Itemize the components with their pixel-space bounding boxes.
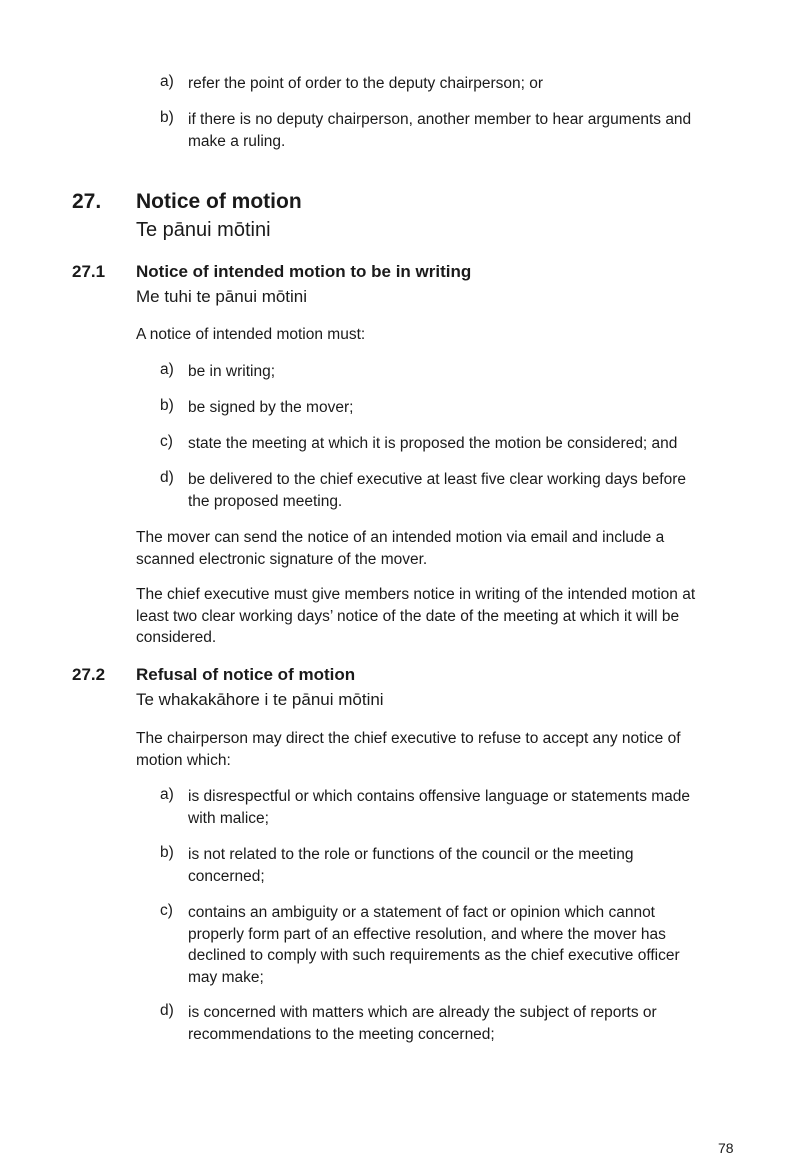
paragraph-line: scanned electronic signature of the mover. (136, 550, 428, 568)
list-item-line: contains an ambiguity or a statement of fact or opinion which cannot (188, 904, 655, 921)
section-title: Notice of intended motion to be in writing (136, 262, 472, 281)
list-item-line: with malice; (188, 809, 269, 827)
list-item-line: recommendations to the meeting concerned; (188, 1025, 495, 1043)
section-title: Notice of motion (136, 190, 302, 213)
list-item-line: refer the point of order to the deputy chairperson; or (188, 75, 543, 92)
list-item-letter: a) (160, 361, 174, 378)
paragraph-line: The mover can send the notice of an intended motion via email and include a (136, 529, 665, 546)
section-number: 27.1 (72, 262, 106, 281)
lead-paragraph (136, 728, 736, 771)
paragraph-line: motion which: (136, 751, 231, 769)
list-item-line: is not related to the role or functions of the council or the meeting (188, 846, 634, 863)
list-item-letter: b) (160, 844, 174, 861)
list-item-letter: c) (160, 902, 173, 919)
list-item (188, 469, 686, 512)
list-item-line: declined to comply with such requirements as the chief executive officer (188, 947, 680, 964)
paragraph (136, 584, 736, 649)
paragraph (136, 527, 736, 570)
list-item (188, 1002, 657, 1045)
list-item-line: be delivered to the chief executive at least five clear working days before (188, 471, 686, 488)
list-item-line: be signed by the mover; (188, 399, 354, 416)
list-item-line: make a ruling. (188, 132, 286, 150)
list-item (188, 433, 677, 455)
paragraph-line: least two clear working days’ notice of the date of the meeting at which it will be (136, 607, 680, 625)
list-item (188, 397, 353, 419)
list-item (188, 786, 690, 829)
paragraph-line: considered. (136, 629, 217, 646)
list-item-line: is concerned with matters which are already the subject of reports or (188, 1004, 657, 1021)
list-item-letter: c) (160, 433, 173, 450)
page-number: 78 (718, 1140, 734, 1156)
list-item-letter: a) (160, 73, 174, 90)
list-item (188, 361, 275, 383)
section-number: 27.2 (72, 665, 106, 684)
list-item-letter: d) (160, 1002, 174, 1019)
list-item-letter: d) (160, 469, 174, 486)
section-title: Refusal of notice of motion (136, 665, 356, 684)
list-item-letter: b) (160, 109, 174, 126)
list-item (188, 73, 543, 95)
list-item-line: be in writing; (188, 363, 276, 380)
list-item (188, 109, 691, 152)
list-item-line: may make; (188, 968, 264, 986)
list-item-letter: a) (160, 786, 174, 803)
lead-paragraph: A notice of intended motion must: (136, 326, 366, 343)
list-item-line: state the meeting at which it is proposed the motion be considered; and (188, 435, 678, 452)
list-item-line: if there is no deputy chairperson, another member to hear arguments and (188, 111, 692, 128)
list-item-line: the proposed meeting. (188, 492, 343, 510)
section-subtitle: Te pānui mōtini (136, 219, 271, 241)
section-subtitle: Me tuhi te pānui mōtini (136, 287, 308, 306)
list-item-line: properly form part of an effective resolution, and where the mover has (188, 925, 666, 943)
paragraph-line: The chairperson may direct the chief executive to refuse to accept any notice of (136, 730, 681, 747)
list-item-line: is disrespectful or which contains offensive language or statements made (188, 788, 691, 805)
paragraph-line: The chief executive must give members notice in writing of the intended motion at (136, 586, 696, 603)
section-subtitle: Te whakakāhore i te pānui mōtini (136, 690, 384, 709)
list-item (188, 844, 633, 887)
list-item-line: concerned; (188, 867, 265, 885)
list-item (188, 902, 680, 988)
section-number: 27. (72, 190, 102, 213)
list-item-letter: b) (160, 397, 174, 414)
